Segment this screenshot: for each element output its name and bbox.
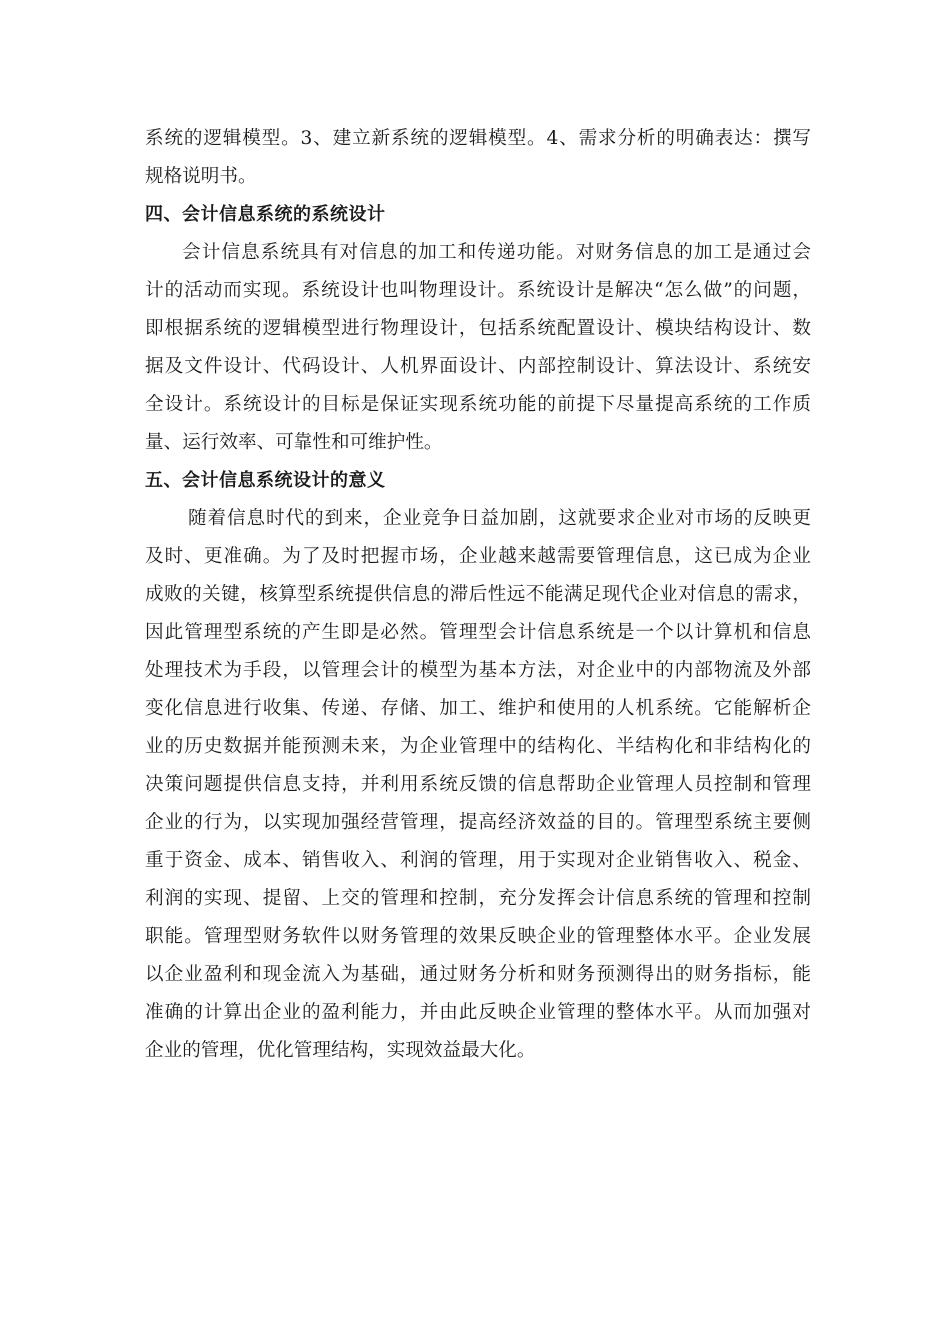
paragraph-line: 因此管理型系统的产生即是必然。管理型会计信息系统是一个以计算机和信息	[145, 622, 811, 643]
paragraph-line: 计的活动而实现。系统设计也叫物理设计。系统设计是解决“怎么做”的问题，	[145, 280, 811, 301]
paragraph-line: 随着信息时代的到来，企业竞争日益加剧，这就要求企业对市场的反映更	[188, 508, 811, 529]
paragraph-line: 企业的管理，优化管理结构，实现效益最大化。	[145, 1040, 536, 1061]
paragraph-line: 职能。管理型财务软件以财务管理的效果反映企业的管理整体水平。企业发展	[145, 926, 811, 947]
section-heading: 四、会计信息系统的系统设计	[145, 204, 386, 225]
paragraph-line: 系统的逻辑模型。3、建立新系统的逻辑模型。4、需求分析的明确表达：撰写	[145, 128, 811, 149]
section-heading: 五、会计信息系统设计的意义	[145, 470, 386, 491]
paragraph-line: 重于资金、成本、销售收入、利润的管理，用于实现对企业销售收入、税金、	[145, 850, 811, 871]
paragraph-line: 全设计。系统设计的目标是保证实现系统功能的前提下尽量提高系统的工作质	[145, 394, 811, 415]
paragraph-line: 准确的计算出企业的盈利能力，并由此反映企业管理的整体水平。从而加强对	[145, 1002, 811, 1023]
paragraph-line: 利润的实现、提留、上交的管理和控制，充分发挥会计信息系统的管理和控制	[145, 888, 811, 909]
paragraph-line: 即根据系统的逻辑模型进行物理设计，包括系统配置设计、模块结构设计、数	[145, 318, 811, 339]
paragraph-line: 据及文件设计、代码设计、人机界面设计、内部控制设计、算法设计、系统安	[145, 356, 811, 377]
paragraph-line: 规格说明书。	[145, 166, 257, 187]
paragraph-line: 量、运行效率、可靠性和可维护性。	[145, 432, 443, 453]
paragraph-line: 及时、更准确。为了及时把握市场，企业越来越需要管理信息，这已成为企业	[145, 546, 811, 567]
paragraph-line: 以企业盈利和现金流入为基础，通过财务分析和财务预测得出的财务指标，能	[145, 964, 811, 985]
paragraph-line: 处理技术为手段，以管理会计的模型为基本方法，对企业中的内部物流及外部	[145, 660, 811, 681]
document-page	[145, 120, 811, 1070]
paragraph-line: 业的历史数据并能预测未来，为企业管理中的结构化、半结构化和非结构化的	[145, 736, 811, 757]
paragraph-line: 决策问题提供信息支持，并利用系统反馈的信息帮助企业管理人员控制和管理	[145, 774, 811, 795]
paragraph-line: 成败的关键，核算型系统提供信息的滞后性远不能满足现代企业对信息的需求，	[145, 584, 811, 605]
paragraph-line: 企业的行为，以实现加强经营管理，提高经济效益的目的。管理型系统主要侧	[145, 812, 811, 833]
paragraph-line: 会计信息系统具有对信息的加工和传递功能。对财务信息的加工是通过会	[182, 242, 811, 263]
paragraph-line: 变化信息进行收集、传递、存储、加工、维护和使用的人机系统。它能解析企	[145, 698, 811, 719]
